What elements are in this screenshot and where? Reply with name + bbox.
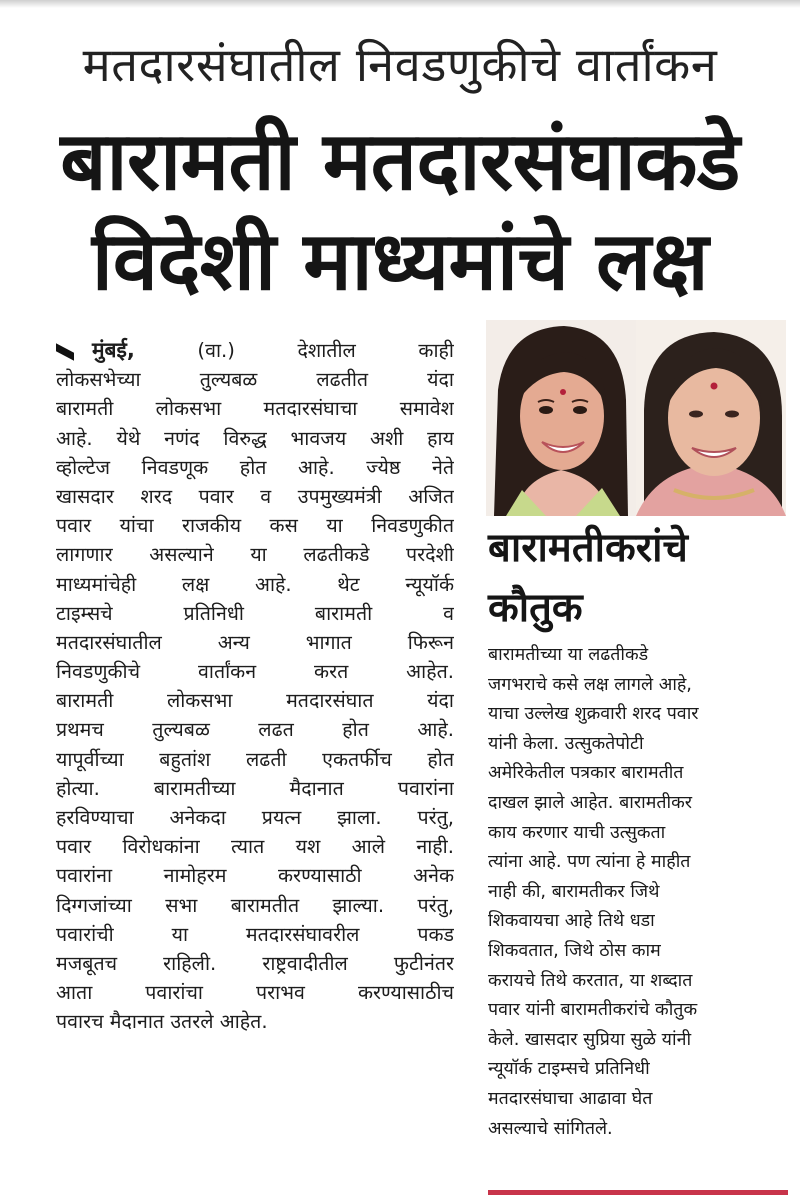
headline-line-1: बारामती मतदारसंघाकडे — [60, 115, 740, 209]
article-line: पवार यांचा राजकीय कस या निवडणुकीत — [56, 514, 454, 538]
news-agency: (वा.) — [197, 339, 235, 362]
article-kicker: मतदारसंघातील निवडणुकीचे वार्तांकन — [82, 38, 718, 93]
sidebar-line: याचा उल्लेख शुक्रवारी शरद पवार — [488, 703, 699, 725]
sidebar-bottom-rule — [488, 1190, 788, 1195]
article-line: आता पवारांचा पराभव करण्यासाठीच — [56, 981, 454, 1005]
dateline-marker-icon — [56, 343, 74, 361]
portrait-left — [486, 320, 636, 516]
sidebar-line: नाही की, बारामतीकर जिथे — [488, 880, 660, 902]
sidebar-line: त्यांना आहे. पण त्यांना हे माहीत — [488, 851, 691, 873]
dateline: मुंबई, — [92, 338, 135, 362]
article-line: पवार विरोधकांना त्यात यश आले नाही. — [56, 835, 454, 859]
sidebar-line: शिकवतात, जिथे ठोस काम — [488, 939, 661, 961]
sidebar-heading-line-2: कौतुक — [488, 585, 583, 631]
sidebar-heading — [488, 518, 798, 638]
page-top-edge — [0, 0, 800, 8]
sidebar-line: जगभराचे कसे लक्ष लागले आहे, — [488, 673, 692, 695]
article-line: बारामती लोकसभा मतदारसंघात यंदा — [56, 689, 454, 713]
article-line: टाइम्सचे प्रतिनिधी बारामती व — [56, 601, 454, 625]
sidebar-line: केले. खासदार सुप्रिया सुळे यांनी — [488, 1028, 692, 1050]
article-line: खासदार शरद पवार व उपमुख्यमंत्री अजित — [56, 484, 454, 508]
article-line: पवारांची या मतदारसंघावरील पकड — [56, 922, 454, 946]
sidebar-line: असल्याचे सांगितले. — [488, 1117, 613, 1139]
article-line: होत्या. बारामतीच्या मैदानात पवारांना — [56, 776, 454, 800]
sidebar-line: काय करणार याची उत्सुकता — [488, 821, 666, 843]
sidebar-line: बारामतीच्या या लढतीकडे — [488, 644, 649, 665]
article-body — [56, 336, 454, 1037]
sidebar-line: न्यूयॉर्क टाइम्सचे प्रतिनिधी — [488, 1058, 650, 1080]
article-line: बारामती लोकसभा मतदारसंघाचा समावेश — [56, 397, 454, 421]
article-line: मजबूतच राहिली. राष्ट्रवादीतील फुटीनंतर — [56, 951, 454, 975]
politician-photos — [486, 320, 786, 516]
portrait-right — [636, 320, 786, 516]
sidebar-line: पवार यांनी बारामतीकरांचे कौतुक — [488, 999, 698, 1021]
sidebar-line: मतदारसंघाचा आढावा घेत — [488, 1087, 653, 1109]
article-line: व्होल्टेज निवडणूक होत आहे. ज्येष्ठ नेते — [56, 455, 454, 479]
sidebar-line: दाखल झाले आहेत. बारामतीकर — [488, 791, 693, 813]
sidebar-line: करायचे तिथे करतात, या शब्दात — [488, 969, 693, 991]
sidebar-line: शिकवायचा आहे तिथे धडा — [488, 910, 655, 932]
article-line: निवडणुकीचे वार्तांकन करत आहेत. — [56, 660, 454, 684]
article-line: पवारांना नामोहरम करण्यासाठी अनेक — [56, 864, 454, 888]
article-line: पवारच मैदानात उतरले आहेत. — [56, 1010, 268, 1034]
sidebar-body — [488, 640, 778, 1143]
article-line: आहे. येथे नणंद विरुद्ध भावजय अशी हाय — [56, 426, 454, 450]
sidebar-line: यांनी केला. उत्सुकतेपोटी — [488, 732, 644, 754]
article-line: मतदारसंघातील अन्य भागात फिरून — [56, 630, 454, 654]
sidebar-line: अमेरिकेतील पत्रकार बारामतीत — [488, 762, 684, 784]
article-line: यापूर्वीच्या बहुतांश लढती एकतर्फीच होत — [56, 747, 454, 771]
article-line: दिग्गजांच्या सभा बारामतीत झाल्या. परंतु, — [56, 893, 454, 917]
article-line: लोकसभेच्या तुल्यबळ लढतीत यंदा — [56, 368, 454, 392]
article-line: प्रथमच तुल्यबळ लढत होत आहे. — [56, 718, 454, 742]
article-line: लागणार असल्याने या लढतीकडे परदेशी — [56, 543, 454, 567]
article-line: हरविण्याचा अनेकदा प्रयत्न झाला. परंतु, — [56, 806, 454, 829]
headline-line-2: विदेशी माध्यमांचे लक्ष — [91, 215, 709, 309]
article-line: माध्यमांचेही लक्ष आहे. थेट न्यूयॉर्क — [56, 572, 454, 596]
article-line: देशातील काही — [297, 339, 454, 362]
sidebar-heading-line-1: बारामतीकरांचे — [488, 525, 688, 571]
article-first-line — [56, 336, 454, 365]
